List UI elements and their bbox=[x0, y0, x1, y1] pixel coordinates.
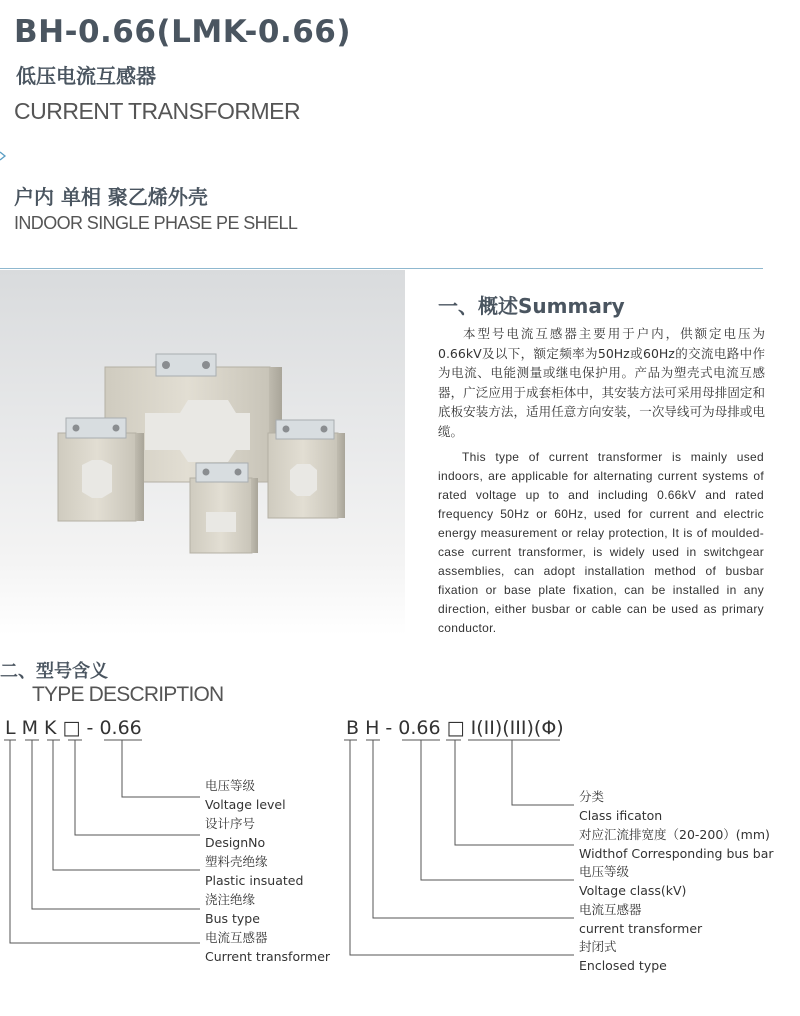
bh-label-width-cn: 对应汇流排宽度（20-200）(mm) bbox=[579, 827, 770, 842]
lmk-label-voltage-en: Voltage level bbox=[205, 797, 286, 812]
bh-label-ct bbox=[579, 900, 702, 938]
lmk-model-code: L M K □ - 0.66 bbox=[5, 717, 142, 739]
bh-label-ct-cn: 电流互感器 bbox=[579, 902, 642, 917]
summary-text-en: This type of current transformer is mainly used indoors, are applicable for alternating current systems of rated voltage up to and including 0.66kV and rated frequency 50Hz or 60Hz, used for current and electric energy measurement or relay protection, It is of moulded-case current transformer, is widely used in switchgear assemblies, can adopt installation method of busbar fixation or base plate fixation, can be installed in any direction, either busbar or cable can be used as primary conductor. bbox=[438, 450, 764, 635]
bh-label-voltage-en: Voltage class(kV) bbox=[579, 883, 687, 898]
bh-label-voltage-cn: 电压等级 bbox=[579, 864, 630, 879]
lmk-label-plastic-en: Plastic insuated bbox=[205, 873, 304, 888]
lmk-label-design bbox=[205, 814, 265, 852]
bh-label-enclosed bbox=[579, 937, 667, 975]
product-model: BH-0.66(LMK-0.66) bbox=[14, 14, 352, 50]
bh-label-class bbox=[579, 787, 662, 825]
lmk-label-ct-en: Current transformer bbox=[205, 949, 331, 964]
lmk-label-voltage-cn: 电压等级 bbox=[205, 778, 256, 793]
lmk-label-bus-en: Bus type bbox=[205, 911, 260, 926]
bh-label-width-en: Widthof Corresponding bus bar bbox=[579, 846, 774, 861]
bh-label-voltage bbox=[579, 862, 686, 900]
subtitle-cn: 户内 单相 聚乙烯外壳 bbox=[14, 185, 208, 209]
summary-heading: 一、概述Summary bbox=[438, 294, 625, 318]
bh-model-code: B H - 0.66 □ I(II)(III)(Φ) bbox=[346, 717, 564, 739]
lmk-label-ct-cn: 电流互感器 bbox=[205, 930, 268, 945]
product-title-cn: 低压电流互感器 bbox=[16, 64, 156, 88]
lmk-label-ct bbox=[205, 928, 330, 966]
lmk-label-bus bbox=[205, 890, 260, 928]
lmk-label-design-cn: 设计序号 bbox=[205, 816, 256, 831]
lmk-label-design-en: DesignNo bbox=[205, 835, 266, 850]
type-description-heading-cn: 二、型号含义 bbox=[0, 661, 108, 682]
lmk-label-plastic-cn: 塑料壳绝缘 bbox=[205, 854, 268, 869]
bh-label-enclosed-cn: 封闭式 bbox=[579, 939, 617, 954]
lmk-label-plastic bbox=[205, 852, 303, 890]
lmk-label-voltage bbox=[205, 776, 286, 814]
bh-label-class-en: Class ificaton bbox=[579, 808, 663, 823]
bh-label-class-cn: 分类 bbox=[579, 789, 605, 804]
bh-label-width bbox=[579, 825, 774, 863]
lmk-label-bus-cn: 浇注绝缘 bbox=[205, 892, 256, 907]
bh-label-ct-en: current transformer bbox=[579, 921, 703, 936]
subtitle-en: INDOOR SINGLE PHASE PE SHELL bbox=[14, 213, 298, 233]
summary-text-cn: 本型号电流互感器主要用于户内，供额定电压为0.66kV及以下，额定频率为50Hz或60Hz的交流电路中作为电流、电能测量或继电保护用。产品为塑壳式电流互感器，广泛应用于成套柜体中，其安装方法可采用母排固定和底板安装方法，适用任意方向安装，一次导线可为母排或电缆。 bbox=[438, 326, 765, 439]
type-description-heading-en: TYPE DESCRIPTION bbox=[32, 683, 224, 706]
bh-label-enclosed-en: Enclosed type bbox=[579, 958, 667, 973]
product-title-en: CURRENT TRANSFORMER bbox=[14, 98, 301, 124]
